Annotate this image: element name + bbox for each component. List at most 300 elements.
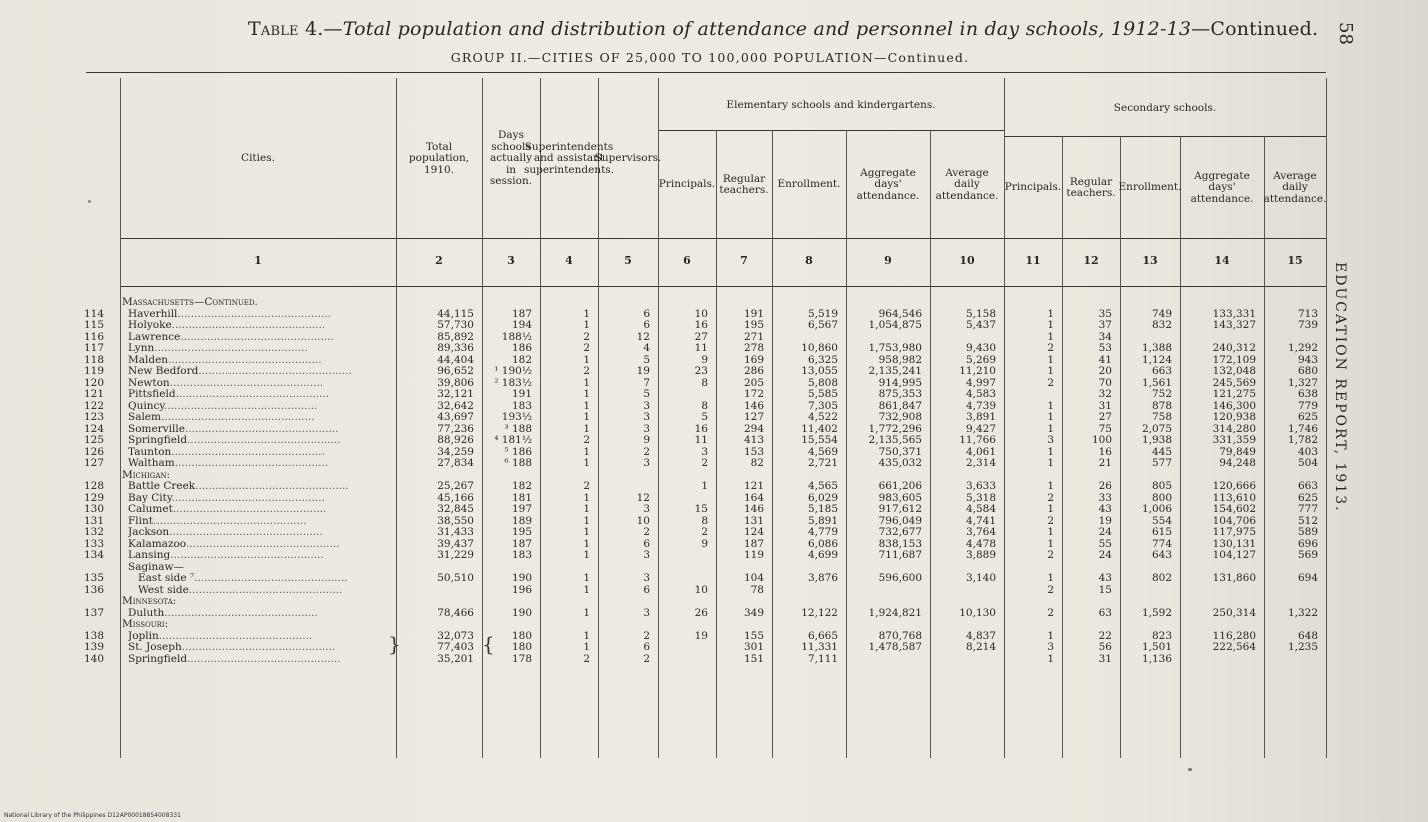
- table-cell-se: 1,124: [1141, 353, 1172, 366]
- column-number: 6: [683, 254, 691, 267]
- table-cell-et: 349: [743, 606, 764, 619]
- table-cell-ea: 661,206: [878, 480, 922, 492]
- table-cell-pop: 34,259: [437, 445, 474, 458]
- row-number: 121: [84, 388, 105, 400]
- table-cell-st: 56: [1098, 641, 1112, 653]
- table-cell-se: 878: [1151, 399, 1172, 412]
- row-number: 133: [84, 537, 105, 550]
- table-cell-sp: 2: [1047, 342, 1054, 354]
- city-name-text: Flint: [128, 514, 153, 527]
- table-cell-et: 146: [743, 399, 764, 412]
- group-rule-secondary: [1004, 136, 1326, 137]
- leader-dots: ..............................................: [187, 434, 341, 446]
- leader-dots: ..............................................: [154, 342, 308, 354]
- group-rule-elementary: [658, 130, 1004, 131]
- table-cell-ep: 9: [701, 353, 708, 366]
- table-cell-sa: 94,248: [1219, 457, 1256, 469]
- table-cell-se: 802: [1151, 572, 1172, 584]
- table-cell-ev: 4,837: [965, 629, 996, 642]
- table-cell-st: 32: [1098, 388, 1112, 400]
- table-cell-sa: 113,610: [1212, 491, 1256, 504]
- table-cell-sv: 713: [1297, 307, 1318, 320]
- column-header-e_prin: Principals.: [658, 178, 716, 191]
- city-name: [128, 331, 390, 343]
- city-name-text: Joplin: [128, 629, 159, 642]
- table-cell-ea: 732,677: [878, 526, 922, 538]
- table-cell-supt: 1: [583, 307, 590, 320]
- leader-dots: ..............................................: [198, 365, 352, 377]
- table-cell-st: 34: [1098, 330, 1112, 343]
- column-header-cities: Cities.: [241, 152, 275, 165]
- table-cell-se: 1,388: [1141, 342, 1172, 354]
- table-cell-pop: 78,466: [437, 606, 474, 619]
- table-cell-supv: 2: [643, 526, 650, 538]
- table-cell-ep: 23: [694, 365, 708, 377]
- table-cell-se: 663: [1151, 365, 1172, 377]
- table-cell-ev: 4,478: [965, 537, 996, 550]
- city-name: [128, 526, 390, 538]
- city-name-text: Springfield: [128, 652, 188, 665]
- table-cell-ea: 983,605: [878, 491, 922, 504]
- table-cell-supv: 3: [643, 411, 650, 423]
- table-cell-sa: 133,331: [1212, 307, 1256, 320]
- table-cell-ee: 10,860: [801, 342, 838, 354]
- column-header-e_avg: Average daily attendance.: [935, 166, 999, 202]
- table-cell-se: 1,592: [1141, 606, 1172, 619]
- table-cell-sp: 1: [1047, 503, 1054, 515]
- table-cell-st: 33: [1098, 491, 1112, 504]
- table-cell-supv: 4: [643, 342, 650, 354]
- row-number: 138: [84, 629, 105, 642]
- table-cell-st: 55: [1098, 537, 1112, 550]
- table-cell-et: 301: [743, 641, 764, 653]
- table-cell-ev: 5,269: [965, 353, 996, 366]
- leader-dots: ..............................................: [171, 445, 325, 458]
- table-cell-ep: 26: [694, 606, 708, 619]
- table-cell-ep: 8: [701, 514, 708, 527]
- table-cell-pop: 44,404: [437, 353, 474, 366]
- table-cell-se: 643: [1151, 549, 1172, 561]
- table-cell-ev: 9,430: [965, 342, 996, 354]
- table-cell-ee: 13,055: [801, 365, 838, 377]
- column-header-elem_group: Elementary schools and kindergartens.: [726, 99, 936, 112]
- table-cell-sv: 1,782: [1287, 434, 1318, 446]
- table-cell-days: 193½: [501, 411, 532, 423]
- table-cell-days: 191: [511, 388, 532, 400]
- table-cell-days: 183: [511, 399, 532, 412]
- table-cell-supv: 6: [643, 583, 650, 596]
- state-heading: Massachusetts—Continued.: [122, 296, 258, 308]
- scan-footer: National Library of the Philippines D12AP00018854008331: [4, 812, 181, 819]
- column-header-supv: Supervisors.: [594, 152, 662, 165]
- table-cell-sp: 1: [1047, 353, 1054, 366]
- table-cell-se: 800: [1151, 491, 1172, 504]
- table-cell-ea: 1,924,821: [868, 606, 922, 619]
- table-cell-sv: 1,322: [1287, 606, 1318, 619]
- table-cell-st: 75: [1098, 422, 1112, 435]
- city-name: [128, 365, 390, 377]
- table-cell-st: 41: [1098, 353, 1112, 366]
- row-number: 125: [84, 434, 105, 446]
- table-cell-ep: 19: [694, 629, 708, 642]
- state-heading: Minnesota:: [122, 595, 177, 607]
- table-cell-ee: 6,665: [807, 629, 838, 642]
- table-cell-pop: 77,236: [437, 422, 474, 435]
- table-cell-sa: 245,569: [1212, 376, 1256, 389]
- table-cell-days: ² 183½: [494, 376, 532, 389]
- table-cell-pop: 31,229: [437, 549, 474, 561]
- table-title-tail: —Continued.: [1191, 18, 1319, 40]
- table-cell-days: 187: [511, 537, 532, 550]
- row-number: 114: [84, 307, 105, 320]
- table-cell-st: 19: [1098, 514, 1112, 527]
- table-cell-ep: 15: [694, 503, 708, 515]
- table-cell-pop: 85,892: [437, 330, 474, 343]
- table-cell-supv: 3: [643, 457, 650, 469]
- table-cell-ea: 750,371: [878, 445, 922, 458]
- table-cell-et: 205: [743, 376, 764, 389]
- leader-dots: ..............................................: [170, 549, 324, 561]
- city-name: [128, 457, 390, 469]
- table-cell-supt: 1: [583, 491, 590, 504]
- table-cell-sv: 403: [1297, 445, 1318, 458]
- city-name: [128, 549, 390, 561]
- city-name-text: Newton: [128, 376, 170, 389]
- column-number: 2: [435, 254, 443, 267]
- leader-dots: ..............................................: [177, 307, 331, 320]
- table-cell-ea: 917,612: [878, 503, 922, 515]
- table-cell-ee: 5,891: [807, 514, 838, 527]
- table-cell-supt: 1: [583, 457, 590, 469]
- table-cell-ee: 4,779: [807, 526, 838, 538]
- table-cell-ea: 1,753,980: [868, 342, 922, 354]
- table-cell-ev: 3,140: [965, 572, 996, 584]
- leader-dots: ..............................................: [171, 319, 326, 331]
- table-cell-supv: 2: [643, 629, 650, 642]
- table-cell-ev: 3,633: [965, 480, 996, 492]
- table-cell-ee: 5,519: [807, 307, 838, 320]
- table-cell-days: 180: [511, 641, 532, 653]
- table-cell-sp: 1: [1047, 480, 1054, 492]
- column-number: 4: [565, 254, 573, 267]
- table-cell-pop: 32,642: [437, 399, 474, 412]
- table-cell-supt: 1: [583, 583, 590, 596]
- table-cell-ee: 4,699: [807, 549, 838, 561]
- column-number: 9: [884, 254, 892, 267]
- city-name: [128, 607, 390, 619]
- table-colnum-rule: [120, 286, 1326, 287]
- table-cell-et: 121: [743, 480, 764, 492]
- table-cell-sa: 250,314: [1212, 606, 1256, 619]
- table-cell-ev: 3,891: [965, 411, 996, 423]
- row-number: 136: [84, 583, 105, 596]
- table-cell-ea: 914,995: [878, 376, 922, 389]
- table-cell-supv: 12: [636, 491, 650, 504]
- city-name-text: St. Joseph: [128, 641, 182, 653]
- table-cell-pop: 45,166: [437, 491, 474, 504]
- table-cell-pop: 32,845: [437, 503, 474, 515]
- city-name-text: Duluth: [128, 606, 165, 619]
- table-cell-ev: 3,764: [965, 526, 996, 538]
- city-name-text: Bay City: [128, 491, 172, 504]
- table-cell-sp: 2: [1047, 549, 1054, 561]
- table-cell-supt: 2: [583, 434, 590, 446]
- table-cell-ea: 711,687: [878, 549, 922, 561]
- table-cell-ee: 11,331: [801, 641, 838, 653]
- table-cell-sv: 1,327: [1287, 376, 1318, 389]
- city-name-text: Lynn: [128, 342, 155, 354]
- table-cell-se: 823: [1151, 629, 1172, 642]
- table-cell-sp: 1: [1047, 445, 1054, 458]
- table-cell-ee: 6,086: [807, 537, 838, 550]
- table-cell-pop: 50,510: [437, 572, 474, 584]
- table-cell-et: 191: [743, 307, 764, 320]
- leader-dots: ..............................................: [158, 629, 313, 642]
- table-cell-days: 186: [511, 342, 532, 354]
- table-cell-days: ⁴ 181½: [494, 434, 532, 446]
- table-cell-ee: 4,565: [807, 480, 838, 492]
- leader-dots: ..............................................: [169, 376, 324, 389]
- table-cell-se: 832: [1151, 319, 1172, 331]
- table-cell-supv: 3: [643, 503, 650, 515]
- table-cell-supv: 3: [643, 606, 650, 619]
- city-name: [128, 354, 390, 366]
- table-cell-ev: 4,997: [965, 376, 996, 389]
- table-cell-ep: 9: [701, 537, 708, 550]
- table-cell-sv: 943: [1297, 353, 1318, 366]
- column-header-e_agg: Aggregate days' attendance.: [856, 166, 920, 202]
- table-cell-et: 187: [743, 537, 764, 550]
- table-cell-sa: 121,275: [1212, 388, 1256, 400]
- table-cell-days: ³ 188: [504, 422, 532, 435]
- city-name-text: Pittsfield: [128, 388, 176, 400]
- table-cell-pop: 32,073: [437, 629, 474, 642]
- table-cell-sa: 104,706: [1212, 514, 1256, 527]
- table-cell-pop: 96,652: [437, 365, 474, 377]
- table-cell-ea: 964,546: [878, 307, 922, 320]
- table-cell-pop: 31,433: [437, 526, 474, 538]
- table-cell-st: 70: [1098, 376, 1112, 389]
- table-cell-st: 24: [1098, 526, 1112, 538]
- table-cell-supv: 7: [643, 376, 650, 389]
- table-cell-supv: 5: [643, 388, 650, 400]
- leader-dots: ..............................................: [181, 641, 336, 653]
- table-cell-ev: 11,210: [959, 365, 996, 377]
- column-number: 3: [507, 254, 515, 267]
- table-title: [248, 18, 1319, 40]
- table-cell-et: 294: [743, 422, 764, 435]
- table-cell-ep: 27: [694, 330, 708, 343]
- table-cell-se: 1,006: [1141, 503, 1172, 515]
- city-name-text: Lansing: [128, 549, 171, 561]
- table-cell-sp: 2: [1047, 376, 1054, 389]
- table-cell-sv: 739: [1297, 319, 1318, 331]
- table-cell-sp: 1: [1047, 457, 1054, 469]
- table-cell-ea: 796,049: [878, 514, 922, 527]
- table-title-italic: —Total population and distribution of attendance and personnel in day schools, 1912-13: [323, 18, 1192, 40]
- table-cell-se: 445: [1151, 445, 1172, 458]
- table-cell-supt: 1: [583, 514, 590, 527]
- table-cell-ea: 958,982: [878, 353, 922, 366]
- table-cell-sp: 1: [1047, 652, 1054, 665]
- table-cell-supv: 6: [643, 641, 650, 653]
- table-cell-et: 278: [743, 342, 764, 354]
- city-name-text: Haverhill: [128, 307, 178, 320]
- table-cell-supt: 1: [583, 376, 590, 389]
- row-number: 117: [84, 342, 105, 354]
- table-cell-ee: 2,721: [807, 457, 838, 469]
- city-name: [138, 572, 390, 584]
- table-cell-et: 104: [743, 572, 764, 584]
- table-cell-supt: 1: [583, 411, 590, 423]
- table-cell-ep: 10: [694, 583, 708, 596]
- table-cell-pop: 43,697: [437, 411, 474, 423]
- row-number: 130: [84, 503, 105, 515]
- table-cell-ev: 9,427: [965, 422, 996, 435]
- row-number: 127: [84, 457, 105, 469]
- table-cell-ea: 2,135,241: [868, 365, 922, 377]
- leader-dots: ..............................................: [185, 537, 340, 550]
- margin-mark: [88, 200, 91, 203]
- table-cell-days: 181: [511, 491, 532, 504]
- city-name-text: Calumet: [128, 503, 173, 515]
- table-subtitle: GROUP II.—CITIES OF 25,000 TO 100,000 POPULATION—Continued.: [450, 50, 970, 65]
- table-cell-ee: 3,876: [807, 572, 838, 584]
- table-cell-sv: 625: [1297, 491, 1318, 504]
- leader-dots: ..............................................: [171, 491, 325, 504]
- city-name-text: Battle Creek: [128, 480, 196, 492]
- table-cell-ea: 435,032: [878, 457, 922, 469]
- column-number: 10: [959, 254, 975, 267]
- column-number: 14: [1214, 254, 1230, 267]
- leader-dots: ..............................................: [194, 572, 348, 584]
- row-number: 132: [84, 526, 105, 538]
- row-number: 129: [84, 491, 105, 504]
- table-cell-supv: 6: [643, 307, 650, 320]
- table-cell-sp: 1: [1047, 411, 1054, 423]
- table-cell-se: 1,501: [1141, 641, 1172, 653]
- table-cell-ep: 5: [701, 411, 708, 423]
- table-cell-ea: 870,768: [878, 629, 922, 642]
- leader-dots: ..............................................: [188, 583, 343, 596]
- table-cell-et: 286: [743, 365, 764, 377]
- table-cell-ev: 5,437: [965, 319, 996, 331]
- saginaw-brace: }: [388, 632, 401, 656]
- table-cell-days: 190: [511, 606, 532, 619]
- table-cell-ep: 11: [694, 434, 708, 446]
- table-cell-et: 155: [743, 629, 764, 642]
- table-cell-ev: 11,766: [959, 434, 996, 446]
- city-name: [128, 411, 390, 423]
- table-cell-sa: 146,300: [1212, 399, 1256, 412]
- table-cell-ep: 16: [694, 319, 708, 331]
- table-cell-ev: 4,583: [965, 388, 996, 400]
- table-cell-et: 169: [743, 353, 764, 366]
- table-cell-st: 35: [1098, 307, 1112, 320]
- row-number: 119: [84, 365, 105, 377]
- table-cell-et: 195: [743, 319, 764, 331]
- table-cell-ep: 8: [701, 399, 708, 412]
- city-name-text: West side: [138, 583, 189, 596]
- table-cell-days: 197: [511, 503, 532, 515]
- table-cell-supt: 1: [583, 388, 590, 400]
- column-header-sec_group: Secondary schools.: [1113, 102, 1217, 115]
- city-name: [128, 641, 390, 653]
- table-cell-st: 43: [1098, 503, 1112, 515]
- table-cell-et: 153: [743, 445, 764, 458]
- column-header-s_avg: Average daily attendance.: [1263, 169, 1327, 205]
- table-cell-ea: 861,847: [878, 399, 922, 412]
- saginaw-brace-days: {: [482, 632, 495, 656]
- city-name: [128, 319, 390, 331]
- table-cell-st: 31: [1098, 652, 1112, 665]
- table-cell-st: 43: [1098, 572, 1112, 584]
- table-cell-sp: 1: [1047, 526, 1054, 538]
- table-cell-sv: 1,235: [1287, 641, 1318, 653]
- table-cell-sp: 2: [1047, 606, 1054, 619]
- table-cell-ee: 15,554: [801, 434, 838, 446]
- leader-dots: ..............................................: [195, 480, 349, 492]
- table-cell-supv: 12: [636, 330, 650, 343]
- city-name-text: New Bedford: [128, 365, 199, 377]
- city-name: [128, 400, 390, 412]
- leader-dots: ..............................................: [152, 514, 307, 527]
- table-cell-st: 100: [1091, 434, 1112, 446]
- table-cell-sv: 663: [1297, 480, 1318, 492]
- row-number: 131: [84, 514, 105, 527]
- table-cell-pop: 57,730: [437, 319, 474, 331]
- row-number: 134: [84, 549, 105, 561]
- table-cell-supt: 1: [583, 399, 590, 412]
- table-cell-ee: 6,325: [807, 353, 838, 366]
- row-number: 120: [84, 376, 105, 389]
- table-cell-sp: 1: [1047, 330, 1054, 343]
- table-cell-st: 26: [1098, 480, 1112, 492]
- city-name-text: East side ⁷: [138, 572, 195, 584]
- table-cell-sa: 130,131: [1212, 537, 1256, 550]
- table-cell-sa: 131,860: [1212, 572, 1256, 584]
- city-name: [128, 388, 390, 400]
- table-cell-days: 182: [511, 480, 532, 492]
- table-cell-supt: 1: [583, 353, 590, 366]
- table-cell-supt: 1: [583, 422, 590, 435]
- table-cell-st: 22: [1098, 629, 1112, 642]
- table-cell-supv: 3: [643, 399, 650, 412]
- table-cell-supt: 1: [583, 641, 590, 653]
- table-cell-ee: 6,029: [807, 491, 838, 504]
- city-name-text: Taunton: [128, 445, 172, 458]
- table-cell-sv: 638: [1297, 388, 1318, 400]
- table-cell-st: 20: [1098, 365, 1112, 377]
- table-cell-supt: 1: [583, 606, 590, 619]
- column-header-s_prin: Principals.: [1004, 181, 1062, 194]
- table-cell-et: 131: [743, 514, 764, 527]
- city-name: [128, 480, 390, 492]
- table-cell-sv: 504: [1297, 457, 1318, 469]
- column-number: 8: [805, 254, 813, 267]
- table-cell-sp: 1: [1047, 422, 1054, 435]
- table-cell-sa: 116,280: [1212, 629, 1256, 642]
- table-cell-ee: 5,185: [807, 503, 838, 515]
- table-cell-se: 554: [1151, 514, 1172, 527]
- table-cell-days: ⁶ 188: [504, 457, 532, 469]
- table-cell-days: 183: [511, 549, 532, 561]
- table-cell-ee: 12,122: [801, 606, 838, 619]
- table-cell-ep: 2: [701, 457, 708, 469]
- table-cell-se: 615: [1151, 526, 1172, 538]
- table-cell-sv: 648: [1297, 629, 1318, 642]
- table-cell-supv: 19: [636, 365, 650, 377]
